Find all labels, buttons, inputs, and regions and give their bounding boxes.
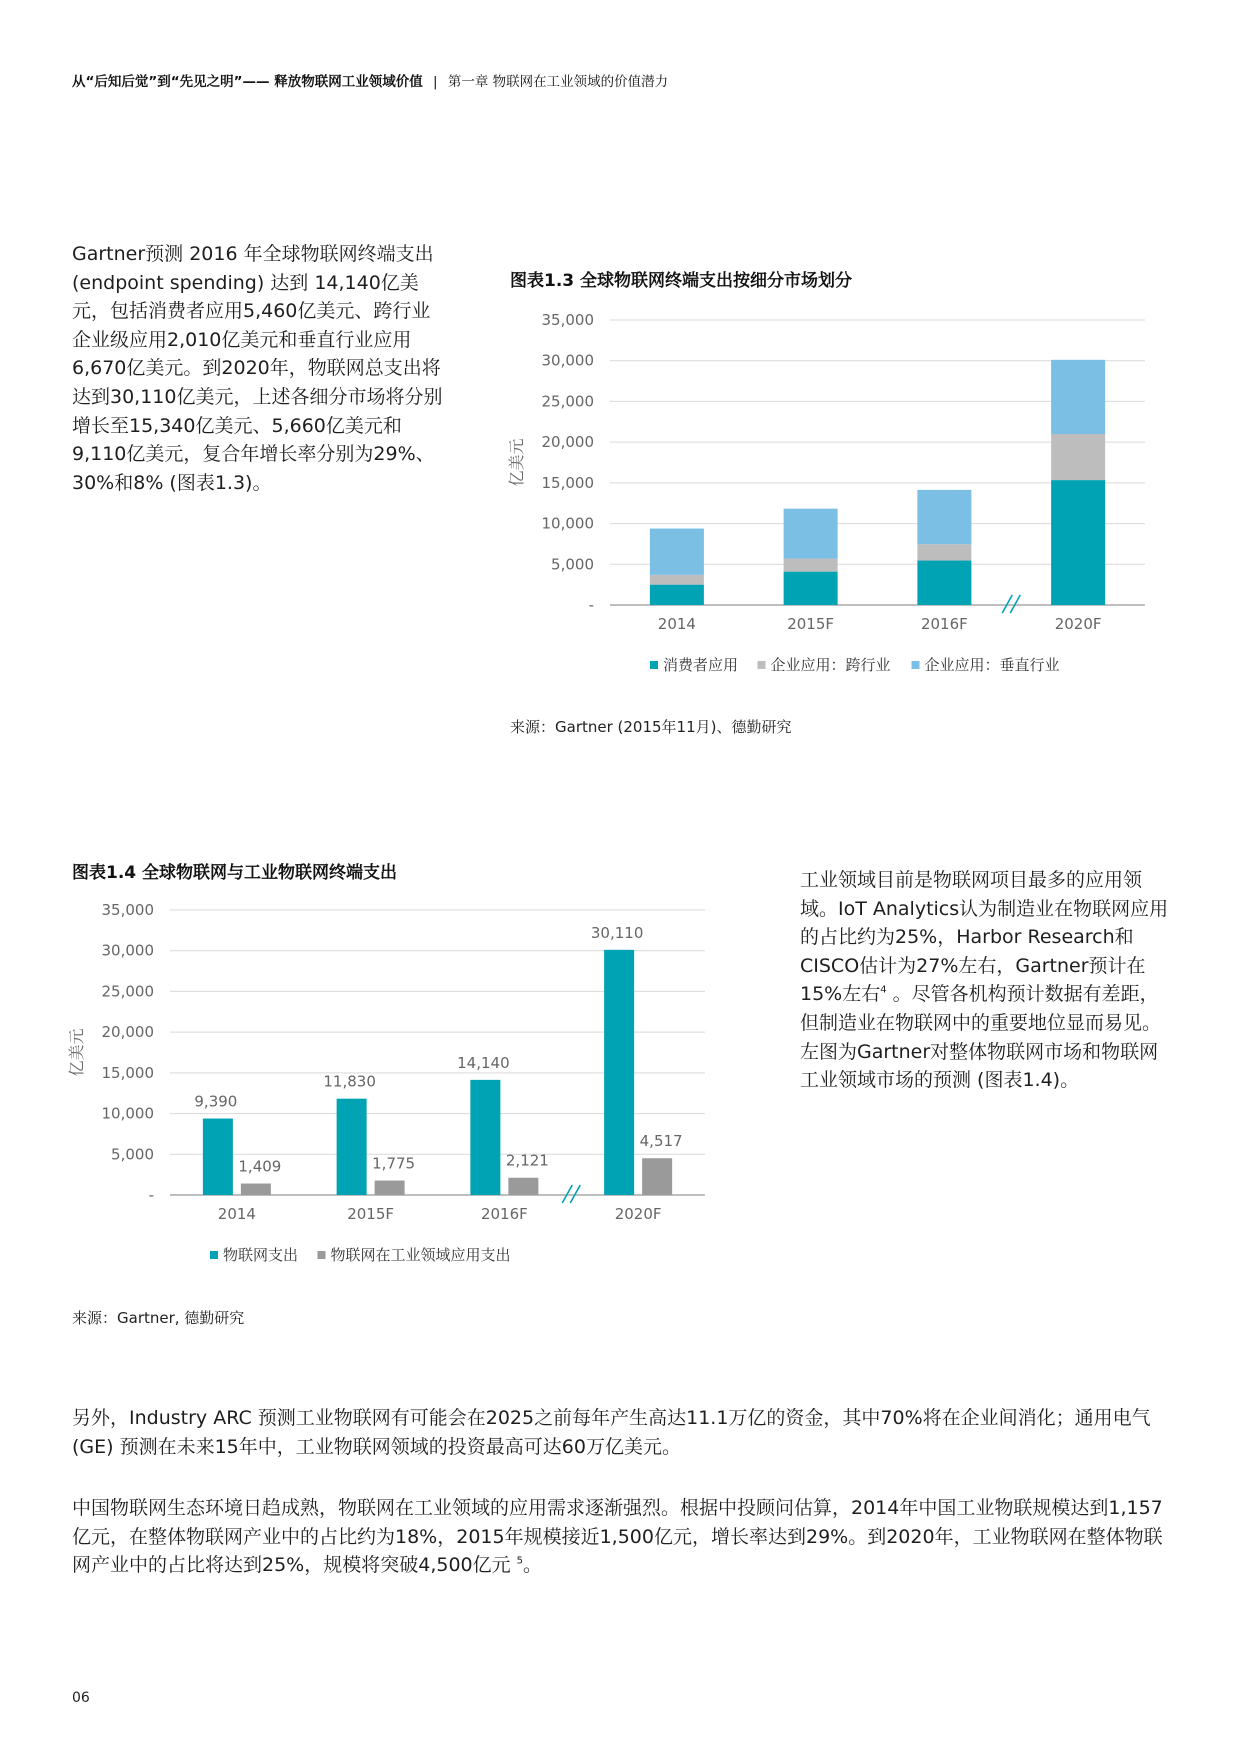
axis-break-mark <box>562 1185 572 1203</box>
bar <box>375 1181 405 1195</box>
paragraph-3: 另外，Industry ARC 预测工业物联网有可能会在2025之前每年产生高达11.1万亿的资金，其中70%将在企业间消化；通用电气 (GE) 预测在未来15年中，工业物联网领域的投资最高可达60万亿美元。 <box>72 1407 1151 1458</box>
y-tick-label: - <box>588 596 594 614</box>
x-tick-label: 2020F <box>614 1205 662 1223</box>
bar <box>470 1080 500 1195</box>
legend-swatch <box>912 661 920 669</box>
legend-label: 企业应用：跨行业 <box>770 656 891 674</box>
bar <box>508 1178 538 1195</box>
paragraph-2-main: 工业领域目前是物联网项目最多的应用领域。IoT Analytics认为制造业在物联网应用的占比约为25%，Harbor Research和CISCO估计为27%左右，Gartner预计在15%左右 <box>800 869 1169 1006</box>
y-tick-label: 30,000 <box>101 941 154 960</box>
x-tick-label: 2020F <box>1054 615 1102 633</box>
data-label: 1,409 <box>238 1157 282 1176</box>
chart-1-4 <box>60 890 730 1310</box>
x-tick-label: 2016F <box>480 1205 528 1223</box>
data-label: 2,121 <box>505 1151 549 1170</box>
bar-segment <box>917 561 971 605</box>
running-header <box>72 70 668 90</box>
header-separator: | <box>433 74 438 90</box>
x-tick-label: 2015F <box>787 615 835 633</box>
legend-label: 消费者应用 <box>663 656 739 674</box>
header-chapter: 第一章 物联网在工业领域的价值潜力 <box>447 74 669 90</box>
paragraph-2 <box>800 866 1172 1095</box>
bar-segment <box>1051 360 1105 434</box>
x-tick-label: 2015F <box>347 1205 395 1223</box>
header-title: 从“后知后觉”到“先见之明”—— 释放物联网工业领域价值 <box>72 74 423 90</box>
footnote-ref-5: 5 <box>516 1555 524 1567</box>
bar-segment <box>650 585 704 605</box>
y-tick-label: 35,000 <box>541 311 594 329</box>
bar <box>203 1119 233 1195</box>
y-tick-label: 10,000 <box>101 1104 154 1123</box>
data-label: 1,775 <box>372 1154 416 1173</box>
axis-break-mark <box>1002 595 1012 613</box>
y-tick-label: 5,000 <box>111 1145 154 1164</box>
x-tick-label: 2014 <box>657 615 696 633</box>
y-axis-label: 亿美元 <box>67 1028 86 1077</box>
y-tick-label: 10,000 <box>541 514 594 533</box>
y-tick-label: 30,000 <box>541 351 594 370</box>
data-label: 9,390 <box>194 1092 238 1111</box>
chart-1-3-source: 来源：Gartner (2015年11月)、德勤研究 <box>510 718 792 736</box>
data-label: 30,110 <box>590 923 644 942</box>
y-tick-label: 20,000 <box>101 1023 154 1042</box>
bar <box>337 1099 367 1195</box>
data-label: 4,517 <box>639 1132 683 1151</box>
bar-segment <box>650 575 704 585</box>
y-tick-label: 35,000 <box>101 901 154 919</box>
bar <box>241 1184 271 1195</box>
legend-swatch <box>318 1251 326 1259</box>
bar-segment <box>917 490 971 544</box>
y-tick-label: 20,000 <box>541 433 594 452</box>
bar-segment <box>784 509 838 559</box>
legend-label: 物联网在工业领域应用支出 <box>330 1246 511 1264</box>
x-tick-label: 2014 <box>217 1205 256 1223</box>
data-label: 14,140 <box>457 1053 510 1072</box>
y-axis-label: 亿美元 <box>507 438 526 487</box>
x-tick-label: 2016F <box>920 615 968 633</box>
chart-1-3-title: 图表1.3 全球物联网终端支出按细分市场划分 <box>510 271 853 291</box>
footnote-ref-4: 4 <box>880 985 887 997</box>
axis-break-mark <box>570 1185 580 1203</box>
y-tick-label: 25,000 <box>101 982 154 1001</box>
y-tick-label: 15,000 <box>101 1063 154 1082</box>
legend-swatch <box>758 661 766 669</box>
bar <box>604 950 634 1195</box>
paragraph-1: Gartner预测 2016 年全球物联网终端支出 (endpoint spending) 达到 14,140亿美元，包括消费者应用5,460亿美元、跨行业企业级应用2,010亿美元和垂直行业应用6,670亿美元。到2020年，物联网总支出将达到30,110亿美元，上述各细分市场将分别增长至15,340亿美元、5,660亿美元和9,110亿美元，复合年增长率分别为29%、30%和8% (图表1.3)。 <box>72 243 443 494</box>
bar-segment <box>917 544 971 560</box>
bar-segment <box>1051 434 1105 480</box>
data-label: 11,830 <box>323 1072 376 1091</box>
legend-label: 企业应用：垂直行业 <box>924 656 1060 674</box>
y-tick-label: 5,000 <box>551 555 594 574</box>
bar-segment <box>784 572 838 605</box>
y-tick-label: - <box>148 1186 154 1204</box>
legend-label: 物联网支出 <box>223 1246 299 1264</box>
page-number: 06 <box>72 1690 90 1706</box>
chart-1-4-title: 图表1.4 全球物联网与工业物联网终端支出 <box>72 863 398 883</box>
bar <box>642 1158 672 1195</box>
y-tick-label: 15,000 <box>541 473 594 492</box>
paragraph-4-tail: 。 <box>523 1554 543 1577</box>
legend-swatch <box>650 661 658 669</box>
bar-segment <box>1051 480 1105 605</box>
y-tick-label: 25,000 <box>541 392 594 411</box>
legend-swatch <box>210 1251 218 1259</box>
axis-break-mark <box>1010 595 1020 613</box>
paragraph-2-tail: 。尽管各机构预计数据有差距，但制造业在物联网中的重要地位显而易见。左图为Gartner对整体物联网市场和物联网工业领域市场的预测 (图表1.4)。 <box>800 983 1162 1092</box>
paragraph-4 <box>72 1494 1172 1580</box>
bar-segment <box>784 559 838 572</box>
paragraph-4-main: 中国物联网生态环境日趋成熟，物联网在工业领域的应用需求逐渐强烈。根据中投顾问估算，2014年中国工业物联规模达到1,157亿元，在整体物联网产业中的占比约为18%，2015年规模接近1,500亿元，增长率达到29%。到2020年，工业物联网在整体物联网产业中的占比将达到25%，规模将突破4,500亿元 <box>72 1497 1163 1577</box>
chart-1-4-source: 来源：Gartner, 德勤研究 <box>72 1309 245 1327</box>
bar-segment <box>650 529 704 575</box>
chart-1-3 <box>500 300 1170 720</box>
